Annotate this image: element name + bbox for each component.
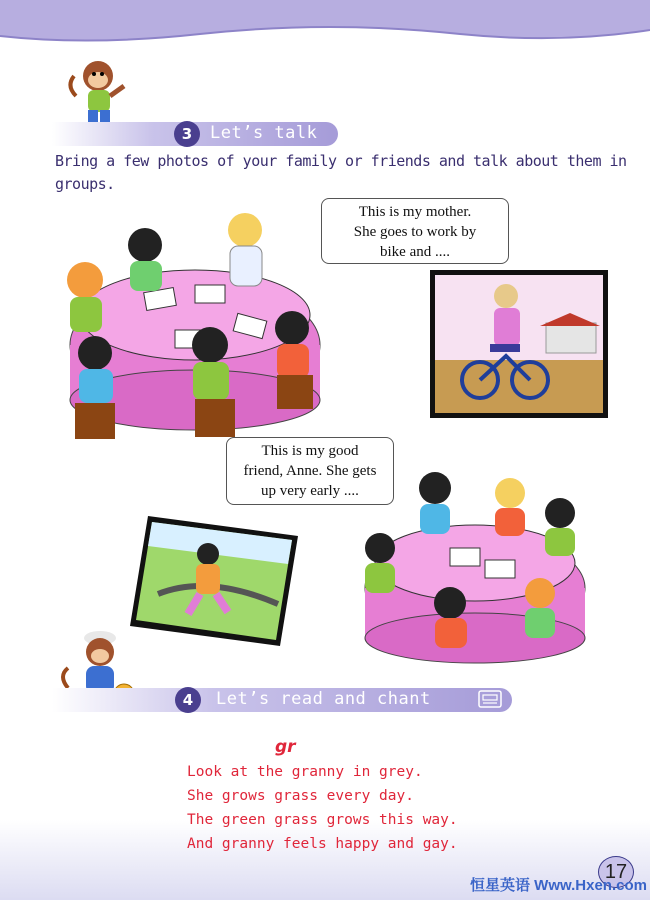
bubble-line: This is my good	[261, 443, 359, 459]
chant-sound-label: gr	[275, 737, 296, 757]
watermark: 恒星英语 Www.Hxen.com	[470, 877, 647, 894]
top-decorative-band	[0, 0, 650, 50]
group-table-illustration-bottom	[350, 468, 590, 668]
chant-line: And granny feels happy and gay.	[187, 836, 458, 852]
chant-line: The green grass grows this way.	[187, 812, 458, 828]
photo-friend-running	[128, 514, 300, 648]
section-4-number: 4	[175, 687, 201, 713]
bubble-line: She goes to work by	[353, 224, 477, 240]
section-3-title: Let’s talk	[210, 123, 318, 143]
bubble-line: up very early ....	[261, 483, 359, 499]
chant-line: She grows grass every day.	[187, 788, 414, 804]
section-4-title: Let’s read and chant	[216, 689, 431, 709]
bubble-line: bike and ....	[380, 244, 450, 260]
section-3-number: 3	[174, 121, 200, 147]
bubble-line: This is my mother.	[358, 204, 472, 220]
photo-mother-on-bike	[428, 268, 610, 420]
page-number: 17	[598, 856, 634, 888]
bubble-line: friend, Anne. She gets	[243, 463, 377, 479]
instruction-text: Bring a few photos of your family or friends and talk about them in groups.	[55, 152, 627, 193]
speech-bubble-mother	[321, 198, 509, 264]
group-table-illustration-top	[55, 205, 325, 445]
tape-recorder-icon	[478, 690, 502, 708]
chant-line: Look at the granny in grey.	[187, 764, 423, 780]
